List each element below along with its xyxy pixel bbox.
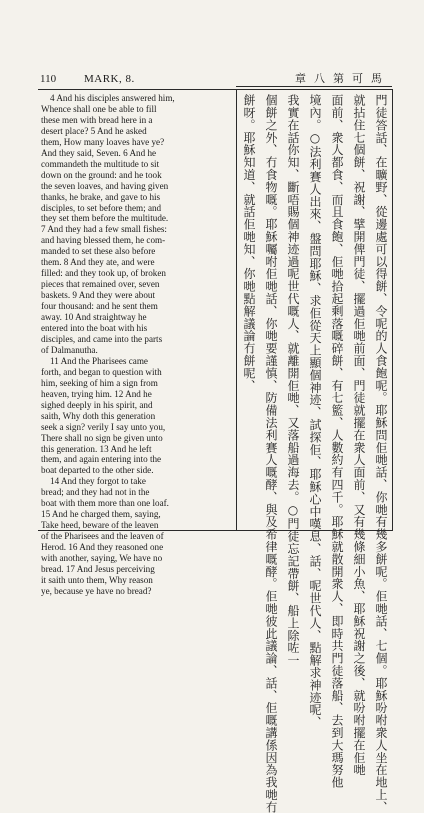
english-line: with another, saying, We have no (41, 553, 163, 564)
english-line: the seven loaves, and having given (41, 180, 169, 191)
english-line: 14 And they forgot to take (50, 476, 146, 487)
chinese-vertical-line: 個餅之外、冇食物嘅。耶穌囑咐佢哋話、你哋要謹慎、防備法利賽人嘅酵、與及希律嘅酵。佢哋彼此議論、話、佢嘅講係因為我哋冇 (264, 94, 278, 813)
chinese-vertical-line: 境內。○法利賽人出來、盤問耶穌、求佢從天上顯個神迹、試探佢、耶穌心中嘆息、話、呢世代人、點解求神迹呢、 (308, 94, 322, 729)
english-line: forth, and began to question with (41, 366, 162, 377)
english-line: him, seeking of him a sign from (41, 377, 158, 388)
english-line: And they said, Seven. 6 And he (41, 147, 157, 158)
english-line: filled: and they took up, of broken (41, 268, 166, 279)
english-line: disciples, and came into the parts (41, 333, 163, 344)
english-line: away. 10 And straightway he (41, 312, 147, 323)
english-line: manded to set these also before (41, 246, 156, 257)
english-line: sighed deeply in his spirit, and (41, 399, 153, 410)
english-line: of Dalmanutha. (41, 344, 98, 355)
english-line: Take heed, beware of the leaven (41, 520, 159, 531)
chinese-running-head: 章八第可馬 (295, 72, 390, 85)
frame-top-rule (236, 86, 392, 87)
english-line: baskets. 9 And they were about (41, 290, 156, 301)
english-line: commandeth the multitude to sit (41, 158, 160, 169)
running-header (40, 72, 390, 86)
english-line: ye, because ye have no bread? (41, 585, 152, 596)
english-line: 15 And he charged them, saying, (41, 509, 161, 520)
english-line: them, and again entering into the (41, 454, 162, 465)
chinese-vertical-line: 就拈住七個餅、祝謝、擘開俾門徒、擺過佢哋前面、門徒就擺在衆人面前、又有幾條細小魚、耶穌祝謝之後、就吩咐擺在佢哋 (352, 94, 366, 776)
english-line: 11 And the Pharisees came (50, 355, 148, 366)
chinese-vertical-line: 門徒答話、在曠野、從邊處可以得餅、令呢的人食飽呢。耶穌問佢哋話、你哋有幾多餅呢。佢哋話、七個。耶穌吩咐衆人坐在地上、 (374, 94, 388, 813)
english-line: entered into the boat with his (41, 323, 148, 334)
english-line: heaven, trying him. 12 And he (41, 388, 152, 399)
english-line: four thousand: and he sent them (41, 301, 158, 312)
chinese-vertical-line: 餅呀。耶穌知道、就話佢哋知、你哋點解議論冇餅呢、 (242, 94, 256, 392)
english-line: bread; and they had not in the (41, 487, 150, 498)
english-line: it saith unto them, Why reason (41, 574, 153, 585)
english-line: Whence shall one be able to fill (41, 103, 157, 114)
english-line: of the Pharisees and the leaven of (41, 531, 164, 542)
english-line: they set them before the multitude. (41, 213, 169, 224)
english-line: boat with them more than one loaf. (41, 498, 169, 509)
english-line: bread. 17 And Jesus perceiving (41, 563, 155, 574)
english-line: disciples, to set before them; and (41, 202, 162, 213)
english-line: thanks, he brake, and gave to his (41, 191, 161, 202)
column-divider (236, 89, 237, 531)
english-line: saith, Why doth this generation (41, 410, 156, 421)
english-line: and having blessed them, he com- (41, 235, 166, 246)
english-line: them. 8 And they ate, and were (41, 257, 155, 268)
chinese-text-column (242, 94, 388, 813)
english-text-column (41, 93, 231, 596)
english-line: these men with bread here in a (41, 114, 153, 125)
english-line: desert place? 5 And he asked (41, 125, 147, 136)
english-line: boat departed to the other side. (41, 465, 154, 476)
chinese-vertical-line: 面前、衆人都食、而且食飽、佢哋拾起剩落嘅碎餅、有七籃、人數約有四千。耶穌就散開衆人、即時共門徒落船、去到大瑪努他 (330, 94, 344, 789)
english-line: Herod. 16 And they reasoned one (41, 542, 164, 553)
english-line: down on the ground: and he took (41, 169, 162, 180)
english-line: 7 And they had a few small fishes: (41, 224, 167, 235)
english-line: this generation. 13 And he left (41, 443, 152, 454)
chinese-vertical-line: 我實在話你知、斷唔賜個神迹過呢世代嘅人、就離開佢哋、又落船過海去。○門徒忘記帶餅、船上除咗一 (286, 94, 300, 667)
english-line: There shall no sign be given unto (41, 432, 163, 443)
frame-right-rule (392, 89, 393, 531)
book-chapter-title: MARK, 8. (84, 73, 135, 85)
english-line: them, How many loaves have ye? (41, 136, 165, 147)
page-number: 110 (40, 73, 57, 85)
english-line: 4 And his disciples answered him, (50, 93, 175, 103)
english-line: pieces that remained over, seven (41, 279, 160, 290)
english-line: seek a sign? verily I say unto you, (41, 421, 166, 432)
